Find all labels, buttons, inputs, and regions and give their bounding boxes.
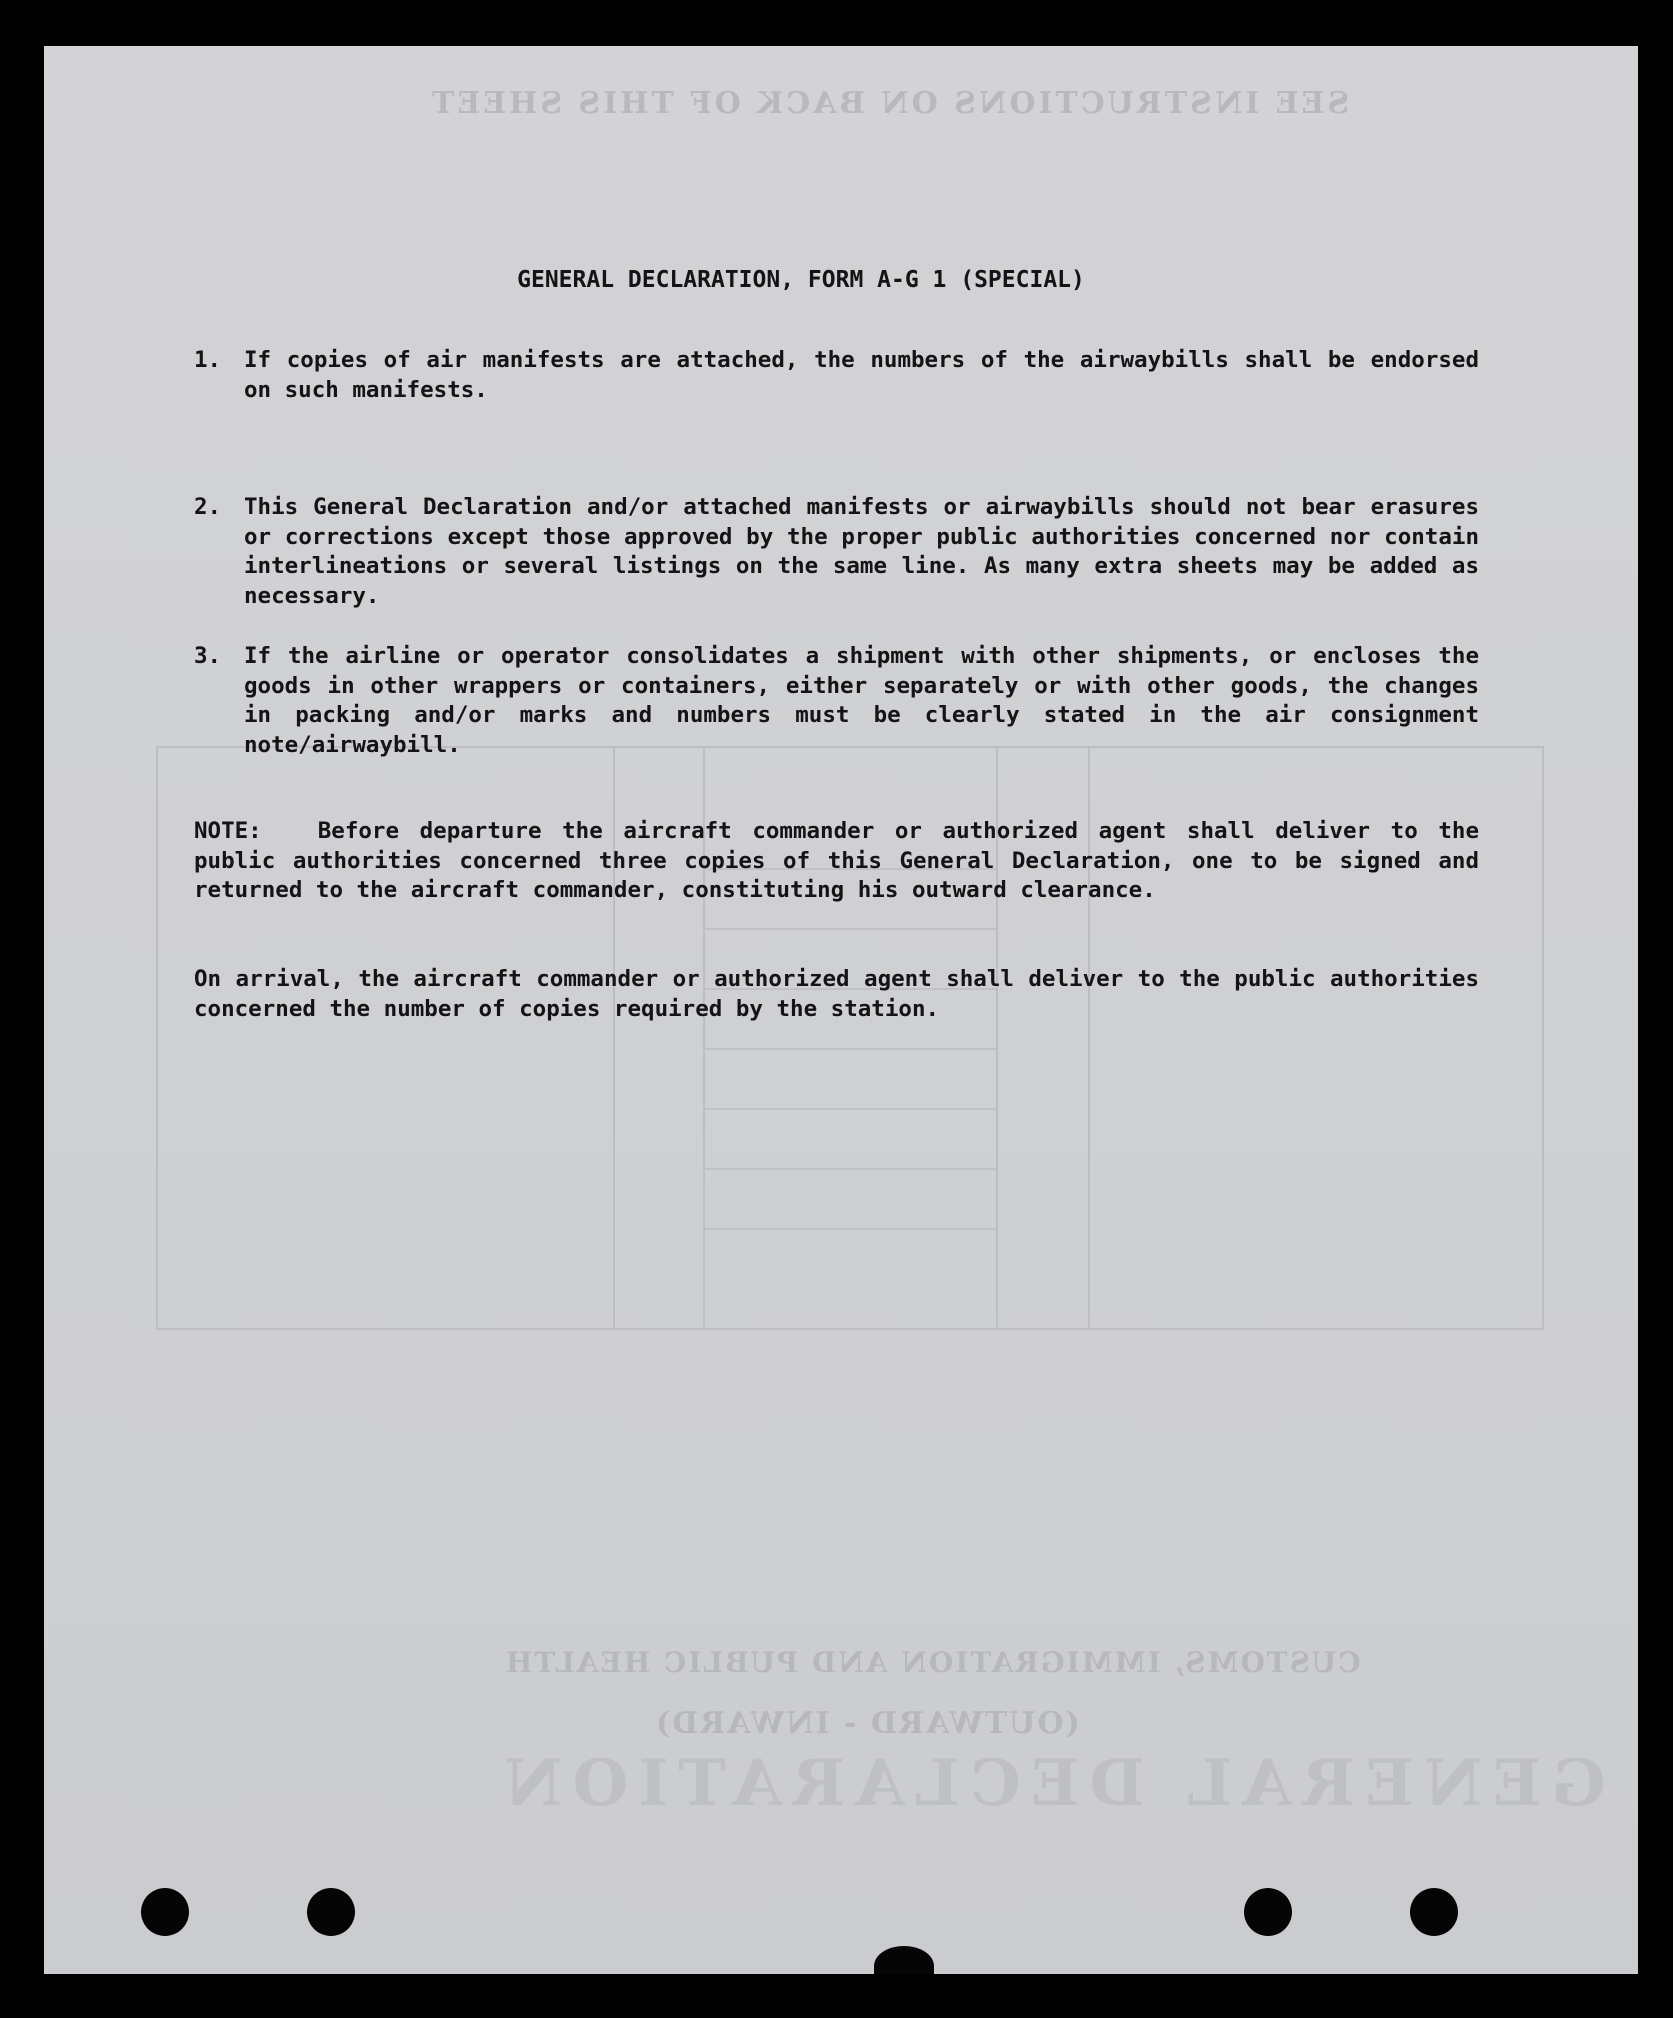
item-text: If copies of air manifests are attached, the numbers of the airwaybills shall be endorsed on such manifests.	[244, 347, 1479, 403]
note-label: NOTE:	[194, 818, 262, 844]
document-page	[44, 46, 1638, 1974]
punch-hole	[1410, 1888, 1458, 1936]
punch-hole	[1244, 1888, 1292, 1936]
note-paragraph	[194, 817, 1479, 906]
instruction-item	[194, 493, 1479, 611]
declaration-instructions	[44, 46, 1638, 1974]
item-number: 1.	[194, 347, 222, 373]
punch-hole	[141, 1888, 189, 1936]
bleed-through-direction: (OUTWARD - INWARD)	[654, 1706, 1080, 1741]
bleed-through-form-title: GENERAL DECLARATION	[494, 1746, 1606, 1821]
note-text: Before departure the aircraft commander or authorized agent shall deliver to the public authorities concerned three copies of this General Declaration, one to be signed and returned to the aircraft commander, constituting his outward clearance.	[194, 818, 1479, 903]
arrival-paragraph: On arrival, the aircraft commander or authorized agent shall deliver to the public authorities concerned the number of copies required by the station.	[194, 966, 1479, 1022]
bleed-through-agency: CUSTOMS, IMMIGRATION AND PUBLIC HEALTH	[504, 1646, 1361, 1679]
item-number: 2.	[194, 494, 222, 520]
item-number: 3.	[194, 643, 222, 669]
item-text: This General Declaration and/or attached manifests or airwaybills should not bear erasures or corrections except those approved by the proper public authorities concerned nor contain interlineations or several listings on the same line. As many extra sheets may be added as necessary.	[244, 494, 1479, 609]
item-text: If the airline or operator consolidates a shipment with other shipments, or encloses the goods in other wrappers or containers, either separately or with other goods, the changes in packing and/or marks and numbers must be clearly stated in the air consignment note/airwaybill.	[244, 643, 1479, 758]
instruction-item	[194, 346, 1479, 405]
instruction-item	[194, 642, 1479, 760]
bleed-through-instruction: SEE INSTRUCTIONS ON BACK OF THIS SHEET	[429, 86, 1350, 121]
punch-hole	[307, 1888, 355, 1936]
page-title: GENERAL DECLARATION, FORM A-G 1 (SPECIAL)	[517, 267, 1085, 293]
